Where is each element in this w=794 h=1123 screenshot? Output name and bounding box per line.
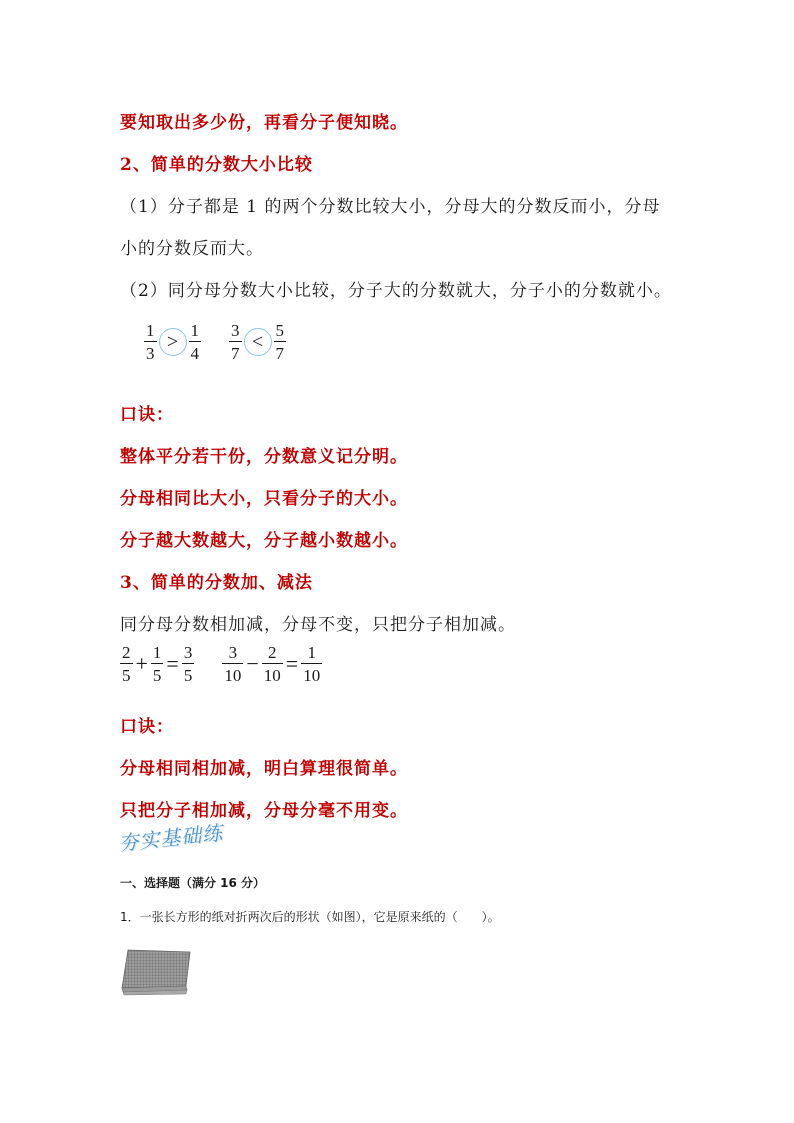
section-heading-2: 2、简单的分数大小比较 [120, 155, 313, 175]
section-heading-3: 3、简单的分数加、减法 [120, 573, 313, 593]
fraction: $\frac{3}{5}$ [183, 643, 193, 685]
fraction: $\frac{3}{10}$ [224, 643, 242, 685]
fraction: $\frac{3}{7}$ [231, 321, 240, 363]
less-than-sign: < [244, 328, 272, 356]
rule-3: 同分母分数相加减，分母不变，只把分子相加减。 [120, 615, 516, 635]
fraction: $\frac{1}{3}$ [146, 321, 155, 363]
equals-sign: = [285, 651, 299, 676]
fraction: $\frac{1}{4}$ [190, 321, 199, 363]
addsub-example [120, 644, 322, 684]
mnemonic-line: 分母相同比大小，只看分子的大小。 [120, 489, 408, 509]
rule-2: （2）同分母分数大小比较，分子大的分数就大，分子小的分数就小。 [120, 281, 672, 301]
minus-sign: − [246, 651, 259, 676]
fraction: $\frac{1}{5}$ [152, 643, 162, 685]
rule-1-line-2: 小的分数反而大。 [120, 239, 264, 259]
greater-than-sign: > [159, 328, 187, 356]
equals-sign: = [166, 651, 179, 676]
folded-paper-image [120, 946, 192, 996]
question-1: 1．一张长方形的纸对折两次后的形状（如图），它是原来纸的（ ）。 [120, 910, 500, 924]
mnemonic-label: 口诀： [120, 717, 174, 737]
rule-1-line-1: （1）分子都是 1 的两个分数比较大小，分母大的分数反而小，分母 [120, 197, 661, 217]
mnemonic-line: 只把分子相加减，分母分毫不用变。 [120, 801, 408, 821]
compare-example [144, 322, 286, 362]
mnemonic-line: 整体平分若干份，分数意义记分明。 [120, 447, 408, 467]
mnemonic-line: 分母相同相加减，明白算理很简单。 [120, 759, 408, 779]
section-title: 一、选择题（满分 16 分） [120, 876, 266, 890]
fraction: $\frac{5}{7}$ [275, 321, 284, 363]
fraction: $\frac{2}{10}$ [263, 643, 281, 685]
rhyme-line: 要知取出多少份，再看分子便知晓。 [120, 113, 408, 133]
plus-sign: + [135, 651, 148, 676]
fraction: $\frac{1}{10}$ [303, 643, 321, 685]
mnemonic-label: 口诀： [120, 405, 174, 425]
practice-badge: 夯实基础练 [117, 820, 225, 856]
mnemonic-line: 分子越大数越大，分子越小数越小。 [120, 531, 408, 551]
fraction: $\frac{2}{5}$ [122, 643, 131, 685]
